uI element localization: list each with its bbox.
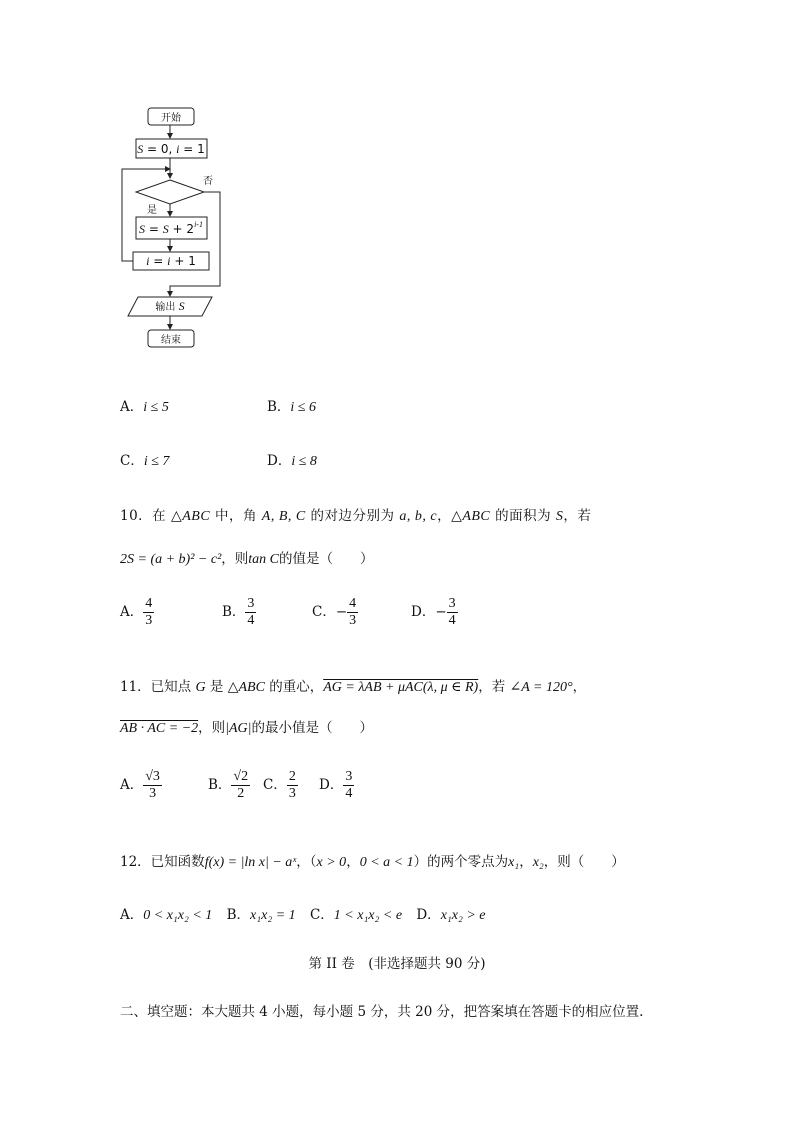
section2-title: 第 II 卷 (非选择题共 90 分) (308, 956, 486, 972)
q11-stem-line2: AB · AC = −2，则|AG|的最小值是（ ） (120, 720, 373, 736)
q10-option-d: D．− $\frac{3}{4}$ (411, 596, 456, 628)
q9-option-d: D．i ≤ 8 (267, 453, 317, 469)
q10-option-a: A． $\frac{4}{3}$ (120, 596, 153, 628)
q10-stem-line2: 2S = (a + b)² − c²，则tan C的值是（ ） (120, 551, 374, 567)
end-label: 结束 (161, 335, 181, 346)
q11-option-a: A． $\frac{√3}{3}$ (120, 769, 160, 801)
update-i-label: i = i + 1 (146, 254, 196, 268)
q11-stem-line1: 11．已知点 G 是 △ABC 的重心，AG = λAB + μAC(λ, μ ∈ R)，若 ∠A = 120°， (120, 679, 587, 695)
q9-option-a: A．i ≤ 5 (120, 399, 169, 415)
fill-in-intro: 二、填空题：本大题共 4 小题，每小题 5 分，共 20 分，把答案填在答题卡的相应位置. (120, 1004, 644, 1020)
q9-option-b: B．i ≤ 6 (267, 399, 316, 415)
q12-stem: 12．已知函数f(x) = |ln x| − aˣ，（x > 0，0 < a < 1）的两个零点为x₁，x₂，则（ ） (120, 854, 625, 870)
no-label: 否 (203, 176, 213, 187)
q12-option-d: D．x₁x₂ > e (416, 907, 486, 923)
q11-option-b: B． $\frac{√2}{2}$ (208, 769, 249, 801)
q11-option-c: C． $\frac{2}{3}$ (263, 769, 296, 801)
q12-option-b: B．x₁x₂ = 1 (226, 907, 296, 923)
q10-option-c: C．− $\frac{4}{3}$ (312, 596, 357, 628)
q12-options (120, 903, 486, 924)
yes-label: 是 (147, 205, 157, 216)
q9-option-c: C．i ≤ 7 (120, 453, 170, 469)
q11-option-d: D． $\frac{3}{4}$ (319, 769, 353, 801)
q10-stem-line1: 10．在 △ABC 中，角 A, B, C 的对边分别为 a, b, c，△ABC 的面积为 S，若 (120, 508, 592, 524)
update-s-label: $S = S + 2^{i-1}$ (139, 220, 203, 236)
q10-option-b: B． $\frac{3}{4}$ (222, 596, 255, 628)
q12-option-a: A．0 < x₁x₂ < 1 (120, 907, 213, 923)
output-label: 输出 S (155, 299, 185, 313)
init-label: S = 0, i = 1 (137, 142, 205, 156)
condition-diamond (136, 180, 204, 204)
q12-option-c: C．1 < x₁x₂ < e (309, 907, 403, 923)
start-label: 开始 (161, 113, 181, 124)
flowchart (0, 0, 300, 360)
